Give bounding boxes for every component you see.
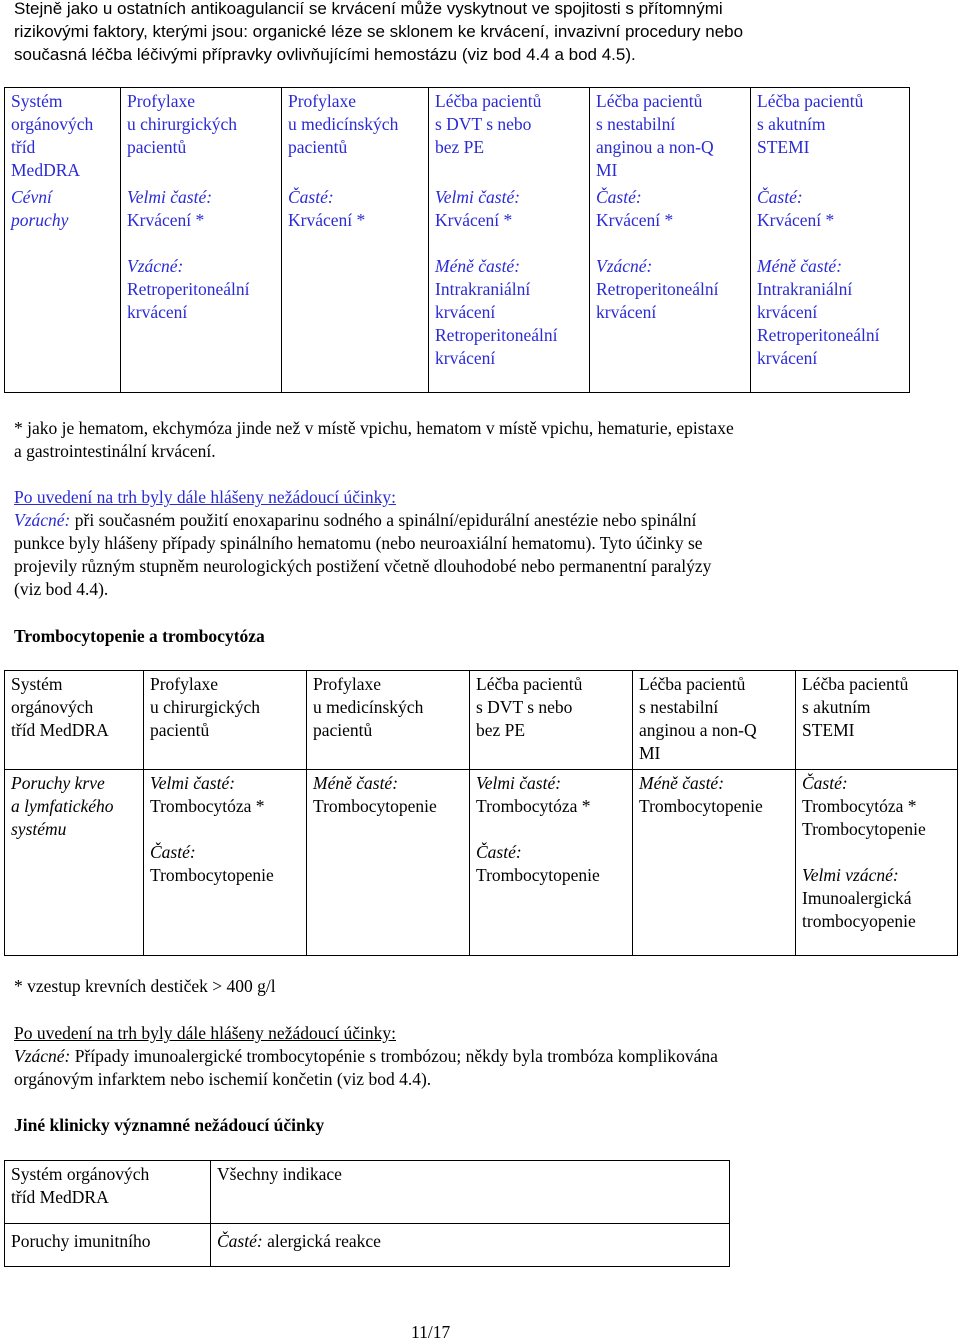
postmarketing-line: punkce byly hlášeny případy spinálního hematomu (nebo neuroaxiální hematomu). Tyto účinky se [14,533,703,553]
header-soc: Systém orgánových tříd MedDRA [5,88,121,187]
header-medical: Profylaxe u medicínských pacientů [307,671,470,770]
postmarketing-line: Vzácné: Případy imunoalergické trombocytopénie s trombózou; někdy byla trombóza komplikována [14,1046,718,1066]
section-title-other: Jiné klinicky významné nežádoucí účinky [14,1115,325,1135]
row-label-vascular: Cévní poruchy [5,186,121,392]
intro-line: rizikovými faktory, kterými jsou: organické léze se sklonem ke krvácení, invazivní procedury nebo [14,22,744,41]
rare-label: Vzácné: [14,510,71,530]
postmarketing-line: orgánovým infarktem nebo ischemií končetin (viz bod 4.4). [14,1069,432,1089]
header-dvt: Léčba pacientů s DVT s nebo bez PE [429,88,590,187]
cell-unstable-angina: Méně časté: Trombocytopenie [633,770,796,956]
row-label-blood: Poruchy krve a lymfatického systému [5,770,144,956]
header-soc: Systém orgánových tříd MedDRA [5,671,144,770]
cell-dvt: Velmi časté: Trombocytóza * Časté: Trombocytopenie [470,770,633,956]
cell-stemi: Časté: Krvácení * Méně časté: Intrakraniální krvácení Retroperitoneální krvácení [751,186,910,392]
table-header-row [5,671,958,770]
cell-dvt: Velmi časté: Krvácení * Méně časté: Intrakraniální krvácení Retroperitoneální krvácení [429,186,590,392]
postmarketing-line: projevily různým stupněm neurologických postižení včetně dlouhodobé nebo permanentní paralýzy [14,556,712,576]
header-surgical: Profylaxe u chirurgických pacientů [144,671,307,770]
intro-paragraph [14,0,743,66]
cell-medical: Časté: Krvácení * [282,186,429,392]
header-medical: Profylaxe u medicínských pacientů [282,88,429,187]
thrombocytopenia-table [4,670,958,956]
cell-stemi: Časté: Trombocytóza * Trombocytopenie Velmi vzácné: Imunoalergická trombocyopenie [796,770,958,956]
table-row [5,770,958,956]
table-header-row [5,1161,730,1224]
footnote-line: * jako je hematom, ekchymóza jinde než v místě vpichu, hematom v místě vpichu, hematurie, epistaxe [14,418,734,438]
frequency-label: Časté: [217,1231,263,1251]
cell-unstable-angina: Časté: Krvácení * Vzácné: Retroperitoneální krvácení [590,186,751,392]
intro-line: současná léčba léčivými přípravky ovlivňujícími hemostázu (viz bod 4.4 a bod 4.5). [14,45,636,64]
postmarketing-heading: Po uvedení na trh byly dále hlášeny nežádoucí účinky: [14,487,396,507]
cell-allergic: Časté: alergická reakce [211,1224,730,1267]
postmarketing-section-2 [14,1022,718,1091]
header-unstable-angina: Léčba pacientů s nestabilní anginou a non-Q MI [633,671,796,770]
header-dvt: Léčba pacientů s DVT s nebo bez PE [470,671,633,770]
header-surgical: Profylaxe u chirurgických pacientů [121,88,282,187]
footnote-platelets: * vzestup krevních destiček > 400 g/l [14,976,276,996]
page-number: 11/17 [411,1322,451,1342]
intro-line: Stejně jako u ostatních antikoagulancií se krvácení může vyskytnout ve spojitosti s přítomnými [14,0,723,18]
header-unstable-angina: Léčba pacientů s nestabilní anginou a non-Q MI [590,88,751,187]
postmarketing-section-1 [14,486,711,601]
header-soc: Systém orgánových tříd MedDRA [5,1161,211,1224]
header-stemi: Léčba pacientů s akutním STEMI [796,671,958,770]
postmarketing-line: Vzácné: při současném použití enoxaparinu sodného a spinální/epidurální anestézie nebo spinální [14,510,697,530]
header-all-indications: Všechny indikace [211,1161,730,1224]
section-title-thrombocytopenia: Trombocytopenie a trombocytóza [14,626,265,646]
table-row [5,1224,730,1267]
bleeding-table [4,87,910,393]
footnote-line: a gastrointestinální krvácení. [14,441,216,461]
row-label-immune: Poruchy imunitního [5,1224,211,1267]
table-header-row [5,88,910,187]
postmarketing-line: (viz bod 4.4). [14,579,109,599]
footnote-bleeding [14,417,734,463]
rare-label: Vzácné: [14,1046,71,1066]
postmarketing-heading: Po uvedení na trh byly dále hlášeny nežádoucí účinky: [14,1023,396,1043]
other-effects-table [4,1160,730,1267]
table-row [5,186,910,392]
cell-surgical: Velmi časté: Krvácení * Vzácné: Retroperitoneální krvácení [121,186,282,392]
cell-medical: Méně časté: Trombocytopenie [307,770,470,956]
cell-surgical: Velmi časté: Trombocytóza * Časté: Trombocytopenie [144,770,307,956]
header-stemi: Léčba pacientů s akutním STEMI [751,88,910,187]
